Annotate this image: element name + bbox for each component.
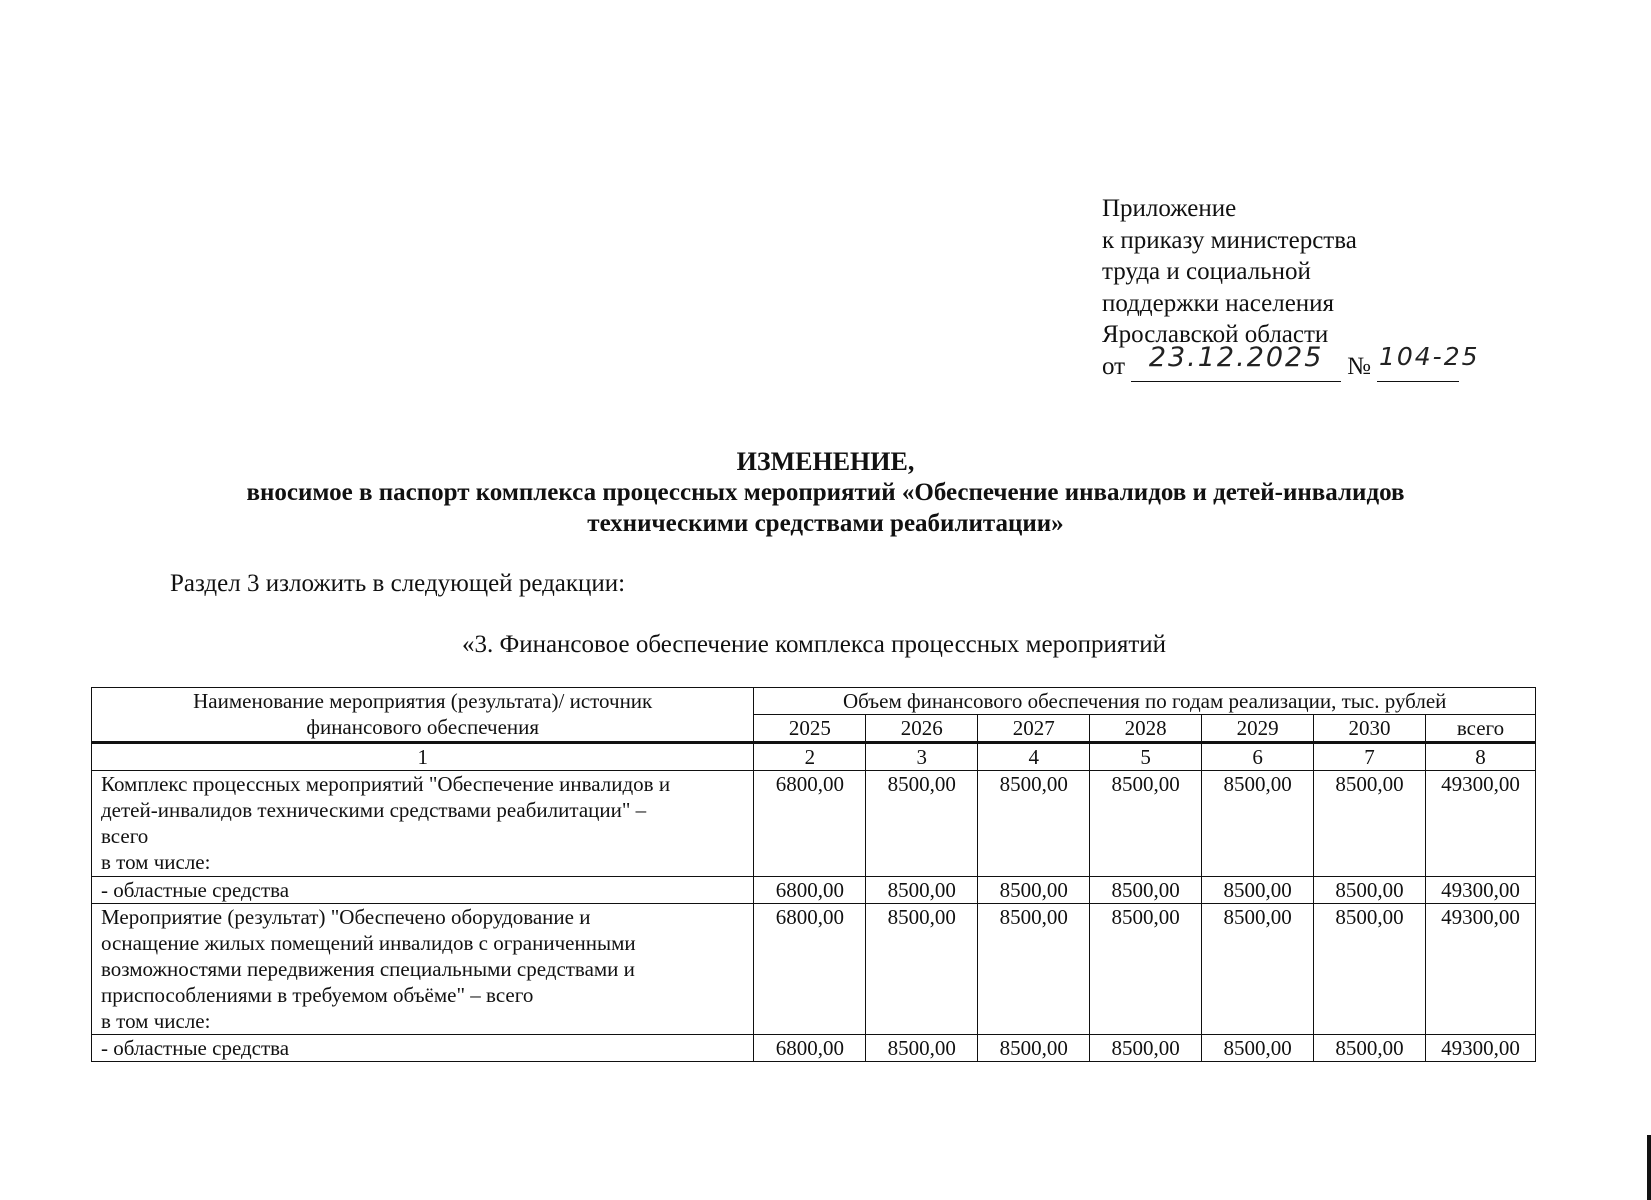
value-cell: 8500,00 <box>866 877 978 904</box>
year-header-cell: 2028 <box>1090 715 1202 743</box>
order-number-field <box>1377 342 1480 382</box>
order-date-handwritten: 23.12.2025 <box>1148 342 1324 373</box>
table-header-row <box>92 688 1536 715</box>
appendix-line: Ярославской области <box>1102 321 1329 348</box>
total-cell: 49300,00 <box>1426 904 1536 1035</box>
value-cell: 8500,00 <box>1090 904 1202 1035</box>
year-header-cell: 2025 <box>754 715 866 743</box>
value-cell: 6800,00 <box>754 1035 866 1062</box>
document-subtitle-line-1: вносимое в паспорт комплекса процессных мероприятий «Обеспечение инвалидов и детей-инвалидов <box>246 479 1405 506</box>
number-label: № <box>1347 352 1371 380</box>
year-header-cell: 2029 <box>1202 715 1314 743</box>
value-cell: 8500,00 <box>866 771 978 877</box>
value-cell: 8500,00 <box>1090 771 1202 877</box>
total-cell: 49300,00 <box>1426 877 1536 904</box>
year-header-cell: 2030 <box>1314 715 1426 743</box>
value-cell: 6800,00 <box>754 877 866 904</box>
row-name-line: приспособлениями в требуемом объёме" – всего <box>101 983 534 1007</box>
appendix-line: труда и социальной <box>1102 258 1311 285</box>
appendix-line: к приказу министерства <box>1102 226 1357 254</box>
value-cell: 8500,00 <box>1314 771 1426 877</box>
column-index-row <box>92 743 1536 771</box>
value-cell: 6800,00 <box>754 771 866 877</box>
table-row <box>92 877 1536 904</box>
header-name-cell: Наименование мероприятия (результата)/ источник финансового обеспечения <box>92 688 754 743</box>
value-cell: 8500,00 <box>1202 771 1314 877</box>
value-cell: 8500,00 <box>1202 1035 1314 1062</box>
row-name-line: - областные средства <box>101 1036 290 1060</box>
date-number-line <box>1102 342 1480 383</box>
appendix-line: поддержки населения <box>1102 289 1335 317</box>
index-cell: 3 <box>866 743 978 771</box>
row-name-line: в том числе: <box>101 1009 211 1033</box>
index-cell: 4 <box>978 743 1090 771</box>
value-cell: 8500,00 <box>866 904 978 1035</box>
table-row <box>92 904 1536 1035</box>
appendix-block <box>1102 193 1480 382</box>
value-cell: 8500,00 <box>1202 877 1314 904</box>
document-subtitle-line-2: техническими средствами реабилитации» <box>587 510 1064 537</box>
order-number-handwritten: 104-25 <box>1378 342 1480 371</box>
value-cell: 8500,00 <box>978 904 1090 1035</box>
row-name-cell <box>92 904 754 1035</box>
value-cell: 8500,00 <box>1090 1035 1202 1062</box>
row-name-line: Мероприятие (результат) "Обеспечено оборудование и <box>101 905 591 929</box>
row-name-cell <box>92 1035 754 1062</box>
index-cell: 8 <box>1426 743 1536 771</box>
index-cell: 7 <box>1314 743 1426 771</box>
value-cell: 8500,00 <box>978 877 1090 904</box>
row-name-cell <box>92 771 754 877</box>
table-row <box>92 771 1536 877</box>
value-cell: 8500,00 <box>1314 904 1426 1035</box>
index-cell: 1 <box>92 743 754 771</box>
value-cell: 8500,00 <box>978 1035 1090 1062</box>
total-cell: 49300,00 <box>1426 1035 1536 1062</box>
row-name-line: возможностями передвижения специальными средствами и <box>101 957 635 981</box>
row-name-line: в том числе: <box>101 850 211 874</box>
section-title: «3. Финансовое обеспечение комплекса процессных мероприятий <box>461 631 1167 658</box>
index-cell: 2 <box>754 743 866 771</box>
row-name-line: всего <box>101 824 149 848</box>
value-cell: 6800,00 <box>754 904 866 1035</box>
intro-paragraph: Раздел 3 изложить в следующей редакции: <box>170 570 626 597</box>
index-cell: 5 <box>1090 743 1202 771</box>
total-cell: 49300,00 <box>1426 771 1536 877</box>
date-prefix: от <box>1102 352 1126 380</box>
table-row <box>92 1035 1536 1062</box>
year-header-cell: 2026 <box>866 715 978 743</box>
year-header-cell: 2027 <box>978 715 1090 743</box>
value-cell: 8500,00 <box>1314 1035 1426 1062</box>
value-cell: 8500,00 <box>978 771 1090 877</box>
row-name-line: Комплекс процессных мероприятий "Обеспечение инвалидов и <box>101 772 671 796</box>
row-name-line: оснащение жилых помещений инвалидов с ограниченными <box>101 931 636 955</box>
total-header-cell: всего <box>1426 715 1536 743</box>
row-name-line: - областные средства <box>101 878 290 902</box>
header-volume-cell: Объем финансового обеспечения по годам реализации, тыс. рублей <box>754 688 1536 715</box>
scan-edge-mark <box>1647 1135 1651 1200</box>
financing-table <box>91 687 1536 1062</box>
value-cell: 8500,00 <box>866 1035 978 1062</box>
document-title: ИЗМЕНЕНИЕ, <box>736 447 915 476</box>
appendix-line: Приложение <box>1102 195 1237 222</box>
value-cell: 8500,00 <box>1090 877 1202 904</box>
row-name-cell <box>92 877 754 904</box>
value-cell: 8500,00 <box>1314 877 1426 904</box>
row-name-line: детей-инвалидов техническими средствами реабилитации" – <box>101 798 647 822</box>
order-date-field <box>1131 342 1341 382</box>
index-cell: 6 <box>1202 743 1314 771</box>
value-cell: 8500,00 <box>1202 904 1314 1035</box>
